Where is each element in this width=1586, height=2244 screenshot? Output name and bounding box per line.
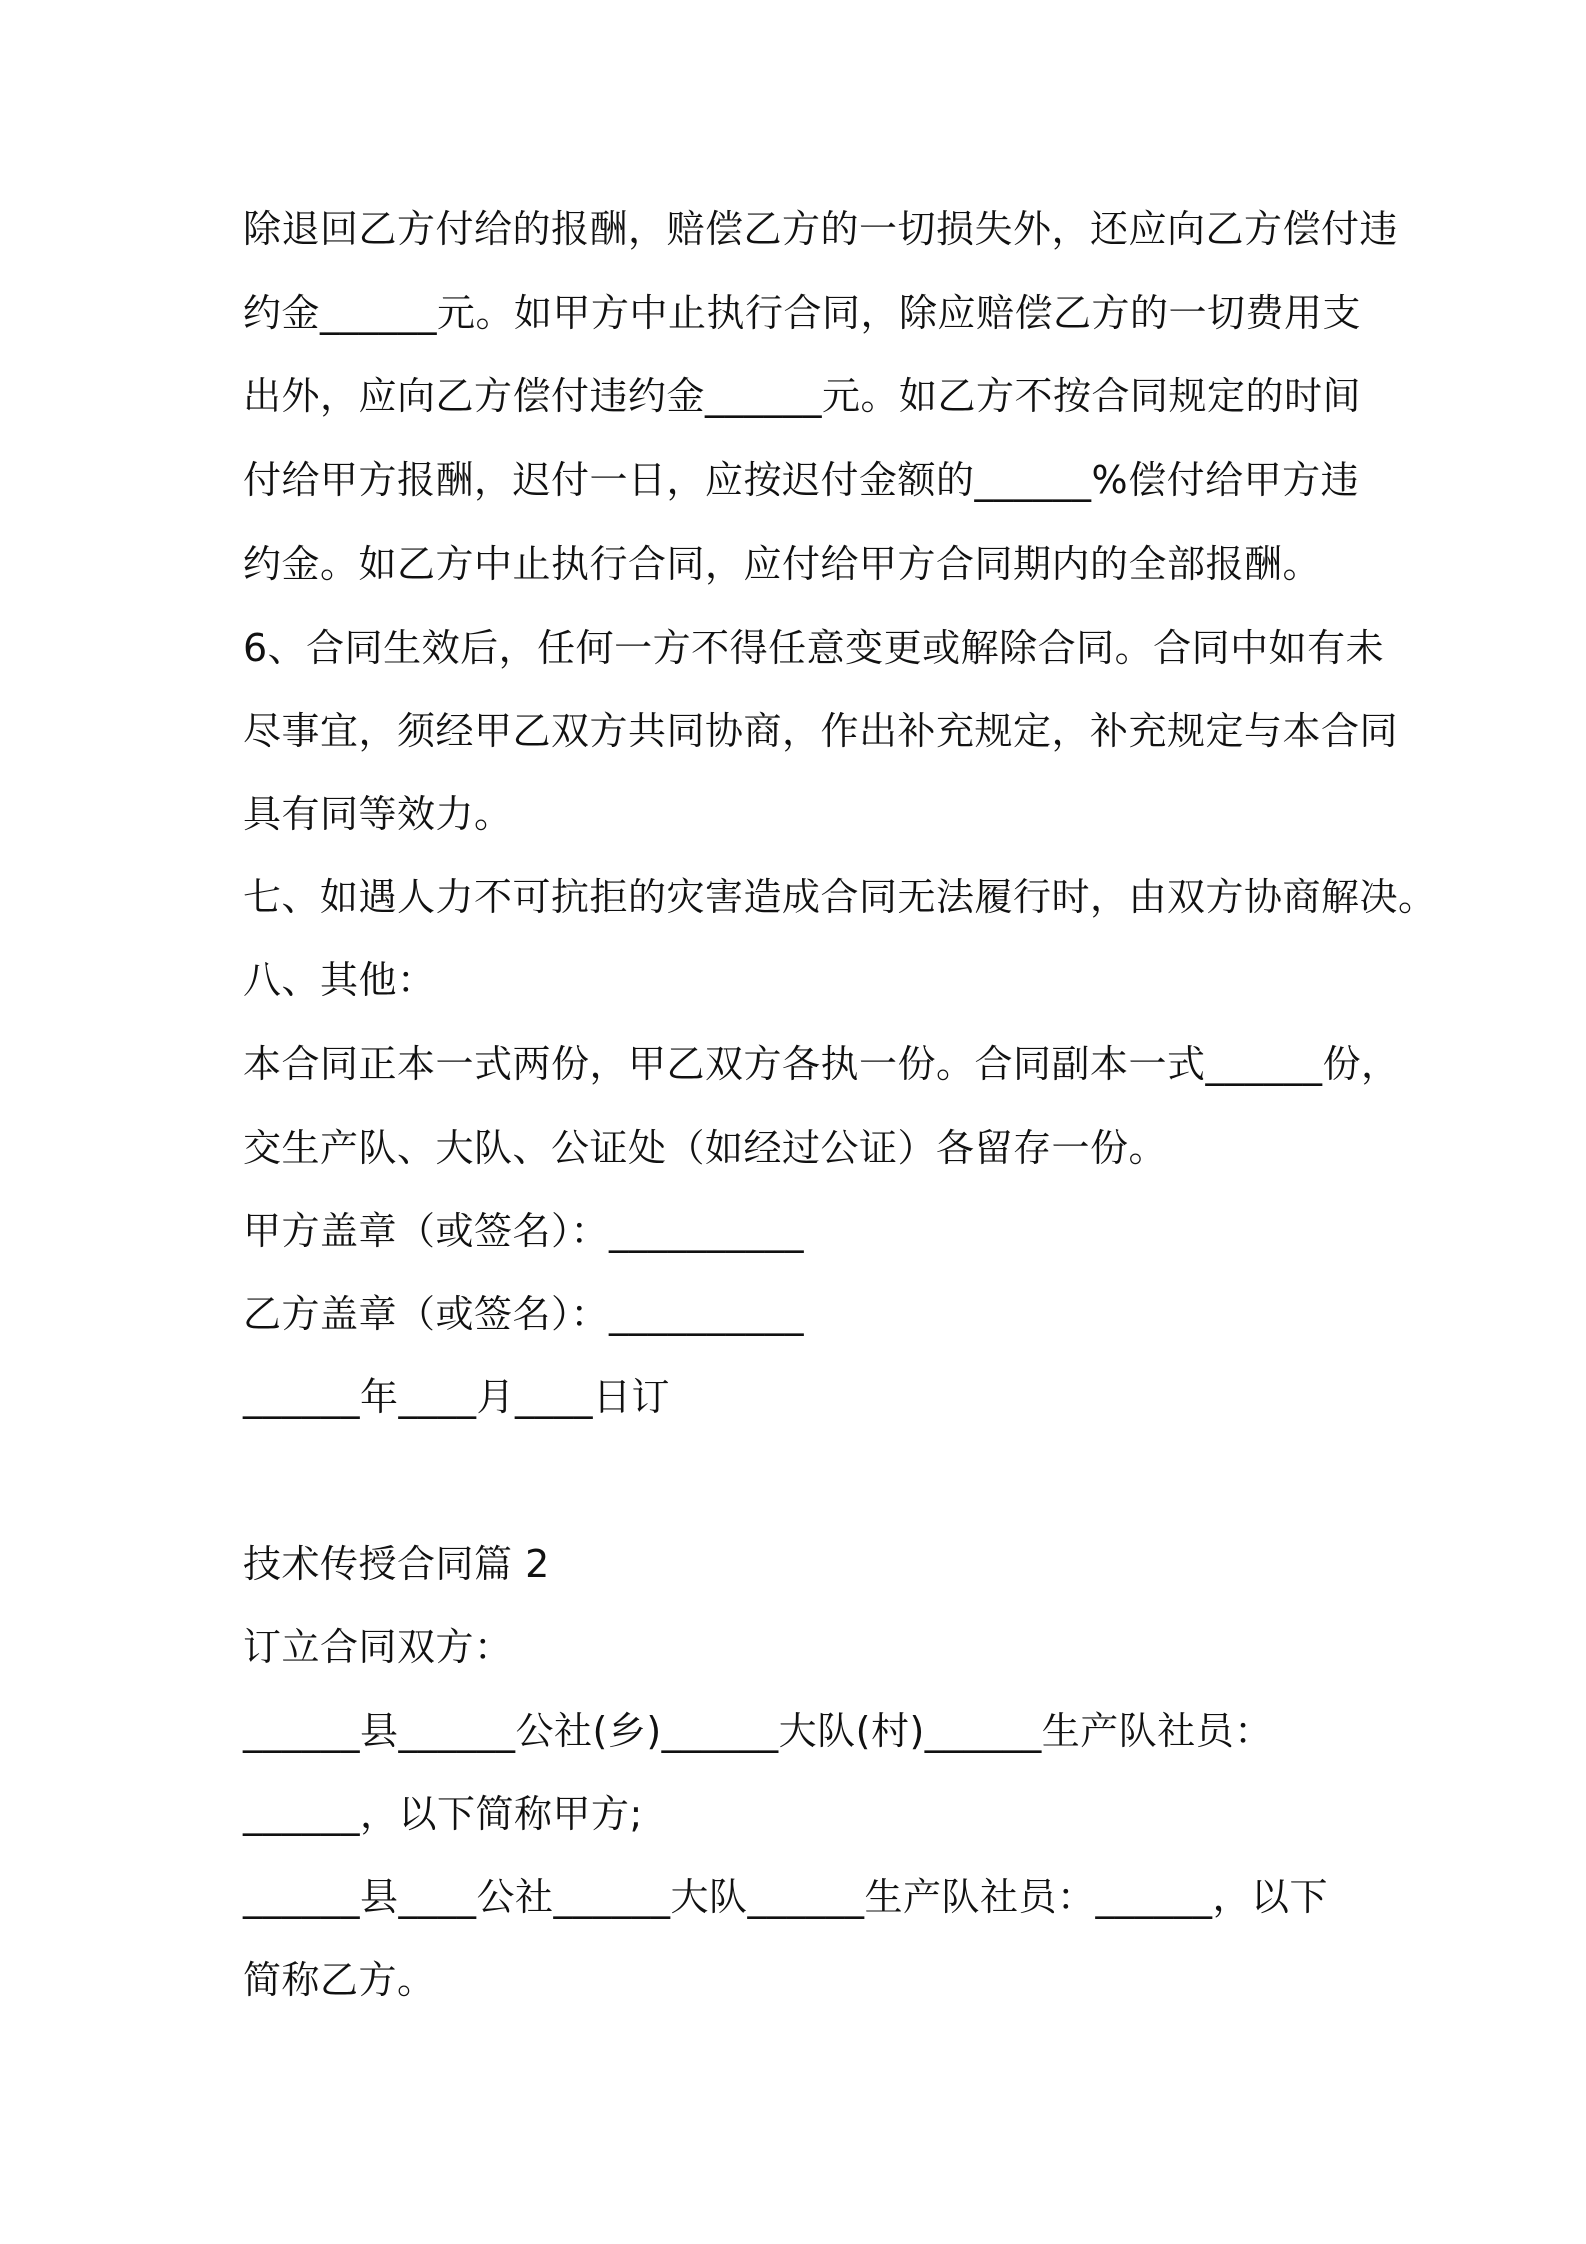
parties-heading: 订立合同双方： [243,1625,513,1669]
party-b-name-line: 简称乙方。 [243,1958,436,2002]
clause-7-line: 七、如遇人力不可抗拒的灾害造成合同无法履行时，由双方协商解决。 [243,875,1437,919]
party-b-signature-line: 乙方盖章（或签名）：__________ [243,1292,805,1336]
paragraph-line: 具有同等效力。 [243,792,513,836]
party-a-name-line: ______，以下简称甲方; [243,1792,643,1836]
paragraph-line: 尽事宜，须经甲乙双方共同协商，作出补充规定，补充规定与本合同 [243,709,1399,753]
paragraph-line: 付给甲方报酬，迟付一日，应按迟付金额的______%偿付给甲方违 [243,458,1360,502]
party-b-address-line: ______县____公社______大队______生产队社员：______，以下 [243,1875,1329,1919]
paragraph-line: 出外，应向乙方偿付违约金______元。如乙方不按合同规定的时间 [243,374,1362,418]
paragraph-line: 约金。如乙方中止执行合同，应付给甲方合同期内的全部报酬。 [243,542,1322,586]
paragraph-line: 除退回乙方付给的报酬，赔偿乙方的一切损失外，还应向乙方偿付违 [243,207,1399,251]
paragraph-line: 约金______元。如甲方中止执行合同，除应赔偿乙方的一切费用支 [243,291,1362,335]
party-a-signature-line: 甲方盖章（或签名）：__________ [243,1209,805,1253]
party-a-address-line: ______县______公社(乡)______大队(村)______生产队社员： [243,1709,1273,1753]
clause-6-line: 6、合同生效后，任何一方不得任意变更或解除合同。合同中如有未 [243,626,1385,670]
section-title: 技术传授合同篇 2 [243,1542,550,1586]
date-line: ______年____月____日订 [243,1375,671,1419]
paragraph-line: 交生产队、大队、公证处（如经过公证）各留存一份。 [243,1126,1168,1170]
clause-8-heading: 八、其他： [243,958,436,1002]
paragraph-line: 本合同正本一式两份，甲乙双方各执一份。合同副本一式______份， [243,1042,1400,1086]
